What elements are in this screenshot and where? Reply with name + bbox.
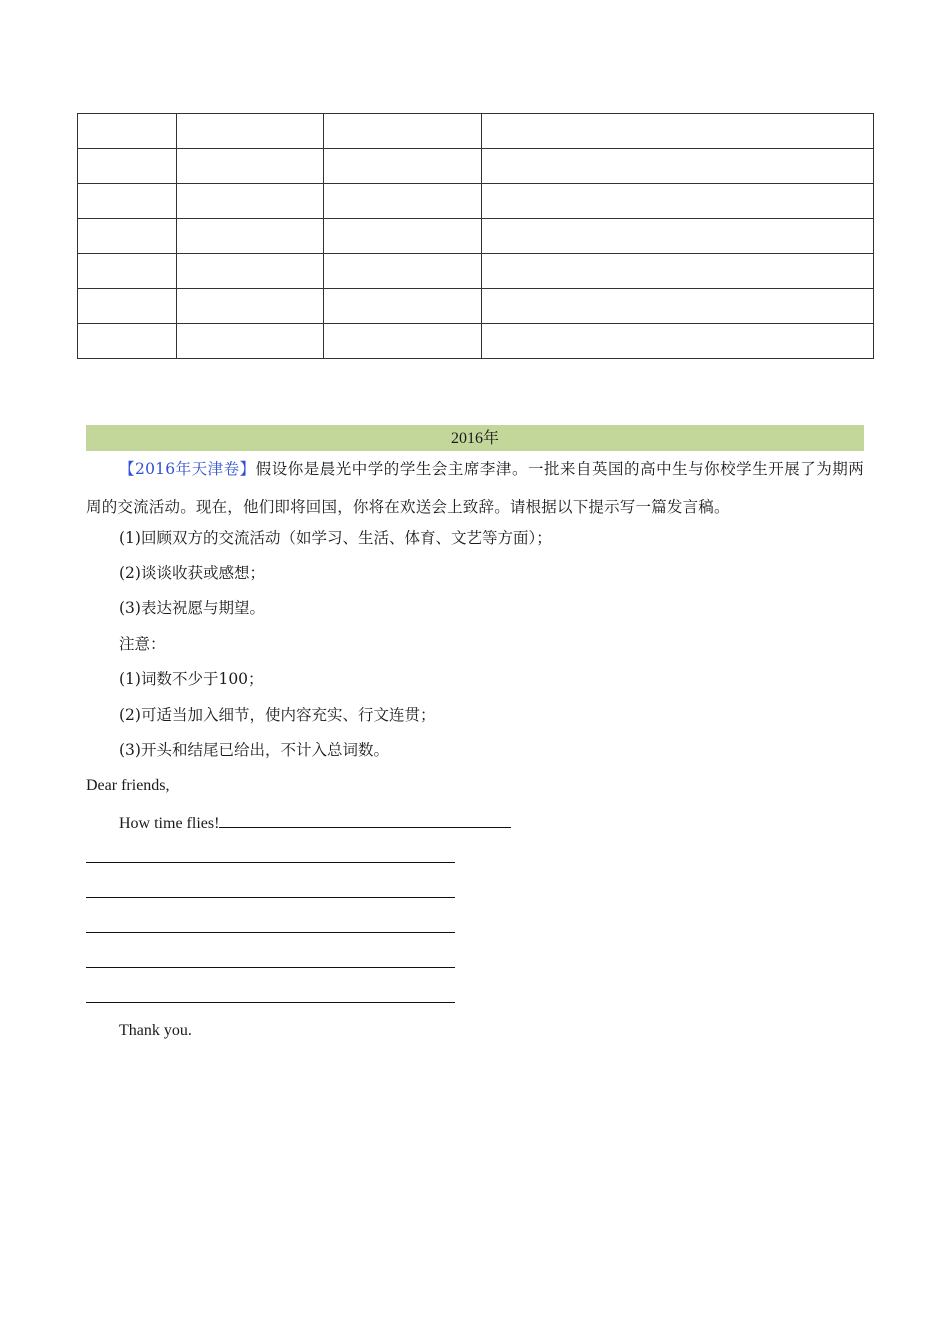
table-cell xyxy=(482,184,874,219)
table-row xyxy=(78,324,874,359)
prompt-text: 假设你是晨光中学的学生会主席李津。一批来自英国的高中生与你校学生开展了为期两周的交流活动。现在，他们即将回国，你将在欢送会上致辞。请根据以下提示写一篇发言稿。 xyxy=(86,460,864,516)
table-row xyxy=(78,149,874,184)
answer-blank-line[interactable] xyxy=(86,862,455,863)
table-cell xyxy=(177,114,324,149)
task-point-1: (1)回顾双方的交流活动（如学习、生活、体育、文艺等方面）； xyxy=(119,529,552,547)
table-cell xyxy=(78,149,177,184)
empty-grid-table xyxy=(77,113,874,359)
answer-blank-line[interactable] xyxy=(86,932,455,933)
table-cell xyxy=(482,289,874,324)
table-cell xyxy=(78,184,177,219)
table-cell xyxy=(324,219,482,254)
table-cell xyxy=(324,149,482,184)
task-point-3: (3)表达祝愿与期望。 xyxy=(119,599,265,617)
table-cell xyxy=(78,219,177,254)
notes-title: 注意： xyxy=(119,635,166,653)
table-cell xyxy=(324,184,482,219)
table-cell xyxy=(177,149,324,184)
answer-blank-line[interactable] xyxy=(86,967,455,968)
task-point-2: (2)谈谈收获或感想； xyxy=(119,564,265,582)
table-cell xyxy=(482,219,874,254)
table-cell xyxy=(482,149,874,184)
table-cell xyxy=(482,324,874,359)
note-2: (2)可适当加入细节，使内容充实、行文连贯； xyxy=(119,706,436,724)
table-cell xyxy=(177,324,324,359)
note-3: (3)开头和结尾已给出，不计入总词数。 xyxy=(119,741,389,759)
year-heading-banner xyxy=(86,425,864,451)
table-cell xyxy=(177,289,324,324)
note-1: (1)词数不少于100； xyxy=(119,670,264,688)
table-cell xyxy=(482,254,874,289)
table-cell xyxy=(78,289,177,324)
table-row xyxy=(78,184,874,219)
table-row xyxy=(78,219,874,254)
table-row xyxy=(78,254,874,289)
table-cell xyxy=(78,324,177,359)
table-cell xyxy=(177,184,324,219)
answer-blank-line[interactable] xyxy=(86,1002,455,1003)
table-cell xyxy=(78,114,177,149)
table-row xyxy=(78,289,874,324)
table-cell xyxy=(324,114,482,149)
grid-table-body xyxy=(78,114,874,359)
letter-opening: How time flies! xyxy=(119,815,220,832)
year-heading: 2016年 xyxy=(450,430,499,447)
letter-opening-line xyxy=(119,811,511,834)
table-cell xyxy=(324,324,482,359)
table-cell xyxy=(324,289,482,324)
answer-blank-line[interactable] xyxy=(86,897,455,898)
task-prompt xyxy=(86,450,864,526)
table-cell xyxy=(324,254,482,289)
opening-fill-blank[interactable] xyxy=(219,811,511,828)
table-cell xyxy=(78,254,177,289)
table-cell xyxy=(482,114,874,149)
table-cell xyxy=(177,219,324,254)
table-cell xyxy=(177,254,324,289)
letter-closing: Thank you. xyxy=(119,1022,192,1039)
source-tag: 【2016年天津卷】 xyxy=(119,460,256,478)
table-row xyxy=(78,114,874,149)
letter-salutation: Dear friends, xyxy=(86,777,170,794)
